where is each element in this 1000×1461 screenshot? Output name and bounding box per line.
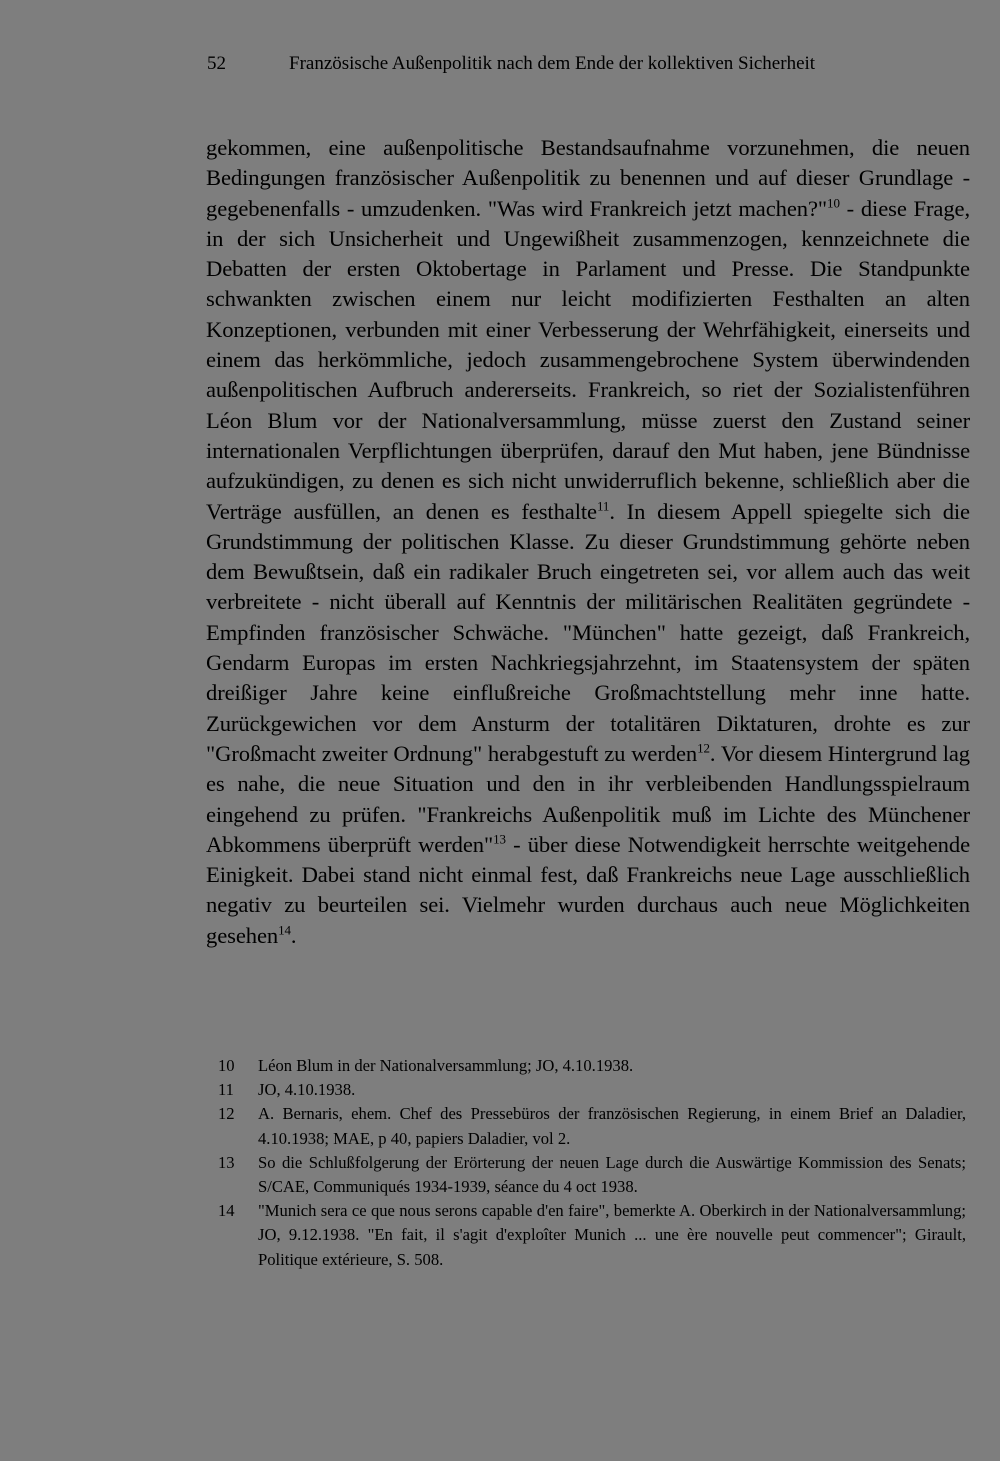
footnote-ref: 13 [493, 831, 506, 847]
body-text-segment: . Vor diesem Hintergrund lag es nahe, die neue Situation und den in ihr verbleibenden Handlungsspielraum eingehend zu prüfen. "Frankreichs Außenpolitik muß im Lichte des Münchener Abkommens überprüft werden" [206, 740, 970, 857]
footnote [218, 1151, 966, 1199]
footnote-number: 10 [218, 1056, 235, 1075]
footnote-text: JO, 4.10.1938. [258, 1080, 356, 1100]
footnote-text: Léon Blum in der Nationalversammlung; JO, 4.10.1938. [258, 1056, 634, 1075]
footnote-number: 13 [218, 1152, 235, 1172]
running-title: Französische Außenpolitik nach dem Ende der kollektiven Sicherheit [289, 53, 816, 74]
footnote-number: 14 [218, 1201, 235, 1221]
body-text-segment: gekommen, eine außenpolitische Bestandsaufnahme vorzunehmen, die neuen Bedingungen französischer Außenpolitik zu benennen und auf dieser Grundlage - gegebenenfalls - umzudenken. "Was wird Frankreich jetzt machen?" [206, 135, 970, 221]
footnote [218, 1054, 966, 1078]
footnote-text: A. Bernaris, ehem. Chef des Pressebüros der französischen Regierung, in einem Brief an Daladier, 4.10.1938; MAE, p 40, papiers Daladier, vol 2. [258, 1104, 966, 1148]
body-text-segment: . In diesem Appell spiegelte sich die Grundstimmung der politischen Klasse. Zu dieser Grundstimmung gehörte neben dem Bewußtsein, daß ein radikaler Bruch eingetreten sei, vor allem auch das weit verbreitete - nicht überall auf Kenntnis der militärischen Realitäten gegründete - Empfinden französischer Schwäche. "München" hatte gezeigt, daß Frankreich, Gendarm Europas im ersten Nachkriegsjahrzehnt, im Staatensystem der späten dreißiger Jahre keine einflußreiche Großmachtstellung mehr inne hatte. Zurückgewichen vor dem Ansturm der totalitären Diktaturen, drohte es zur "Großmacht zweiter Ordnung" herabgestuft zu werden [206, 498, 970, 766]
footnote-text: "Munich sera ce que nous serons capable d'en faire", bemerkte A. Oberkirch in der Nationalversammlung; JO, 9.12.1938. "En fait, il s'agit d'exploîter Munich ... une ère nouvelle peut commencer"; Girault, Politique extérieure, S. 508. [258, 1201, 966, 1269]
body-paragraph [206, 133, 970, 951]
body-text-segment: - über diese Notwendigkeit herrschte weitgehende Einigkeit. Dabei stand nicht einmal fest, daß Frankreichs neue Lage ausschließlich negativ zu beurteilen sei. Vielmehr wurden durchaus auch neue Möglichkeiten gesehen [206, 831, 970, 948]
footnote [218, 1199, 966, 1272]
footnote-ref: 10 [827, 195, 840, 211]
footnotes [218, 1054, 966, 1272]
page-number: 52 [207, 53, 226, 74]
footnote-ref: 14 [278, 922, 291, 938]
body-text-segment: - diese Frage, in der sich Unsicherheit und Ungewißheit zusammenzogen, kennzeichnete die Debatten der ersten Oktobertage in Parlament und Presse. Die Standpunkte schwankten zwischen einem nur leicht modifizierten Festhalten an alten Konzeptionen, verbunden mit einer Verbesserung der Wehrfähigkeit, einerseits und einem das herkömmliche, jedoch zusammengebrochene System überwindenden außenpolitischen Aufbruch andererseits. Frankreich, so riet der Sozialistenführen Léon Blum vor der Nationalversammlung, müsse zuerst den Zustand seiner internationalen Verpflichtungen überprüfen, darauf den Mut haben, jene Bündnisse aufzukündigen, zu denen es sich nicht unwiderruflich bekenne, schließlich aber die Verträge ausfüllen, an denen es festhalte [206, 195, 971, 524]
footnote-ref: 12 [697, 740, 710, 756]
page-header [207, 52, 907, 76]
footnote [218, 1078, 966, 1102]
footnote-text: So die Schlußfolgerung der Erörterung der neuen Lage durch die Auswärtige Kommission des Senats; S/CAE, Communiqués 1934-1939, séance du 4 oct 1938. [258, 1152, 966, 1197]
footnote-ref: 11 [596, 498, 610, 514]
body-text-segment: . [290, 922, 297, 948]
footnote-number: 11 [218, 1080, 234, 1100]
footnote-number: 12 [218, 1104, 235, 1124]
footnote [218, 1102, 966, 1150]
